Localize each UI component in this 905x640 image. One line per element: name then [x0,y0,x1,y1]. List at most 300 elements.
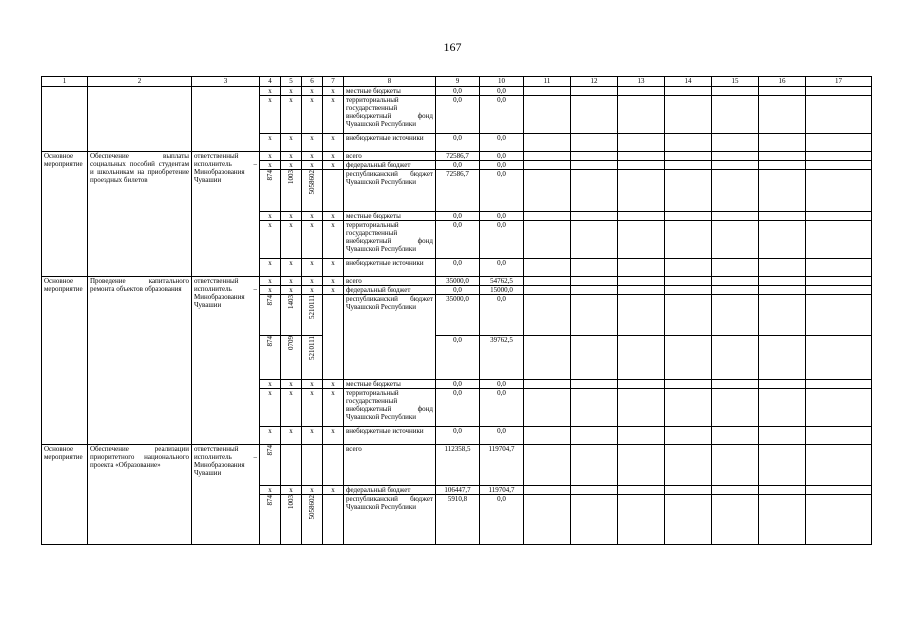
code-cell: x [260,87,281,96]
cell-empty [618,295,665,336]
cell-empty [665,152,712,161]
code-cell [260,445,281,486]
code-cell: x [323,212,344,221]
code-cell: x [323,259,344,277]
cell-empty [524,221,571,259]
value-cell: 0,0 [480,161,524,170]
cell-empty [712,152,759,161]
value-cell: 119704,7 [480,486,524,495]
source-cell: внебюджетные источники [344,427,436,445]
code-cell: x [260,259,281,277]
cell-empty [618,277,665,286]
value-cell: 0,0 [480,212,524,221]
source-cell: республиканский бюджет Чувашской Республики [344,495,436,545]
cell-empty [42,87,88,152]
value-cell: 15000,0 [480,286,524,295]
cell-empty [323,295,344,380]
value-cell: 112358,5 [436,445,480,486]
cell-empty [712,87,759,96]
cell-empty [665,495,712,545]
source-cell: внебюджетные источники [344,259,436,277]
value-cell: 0,0 [480,96,524,134]
code-cell [260,295,281,336]
page-number: 167 [443,40,462,54]
value-cell: 72586,7 [436,170,480,212]
cell-empty [571,221,618,259]
cell-empty [712,212,759,221]
code-cell: x [281,161,302,170]
code-cell: x [260,134,281,152]
cell-empty [665,212,712,221]
cell-empty [759,495,806,545]
value-cell: 0,0 [436,96,480,134]
cell-empty [524,87,571,96]
cell-empty [524,259,571,277]
cell-empty [571,286,618,295]
code-cell: x [302,87,323,96]
cell-empty [712,161,759,170]
cell-empty [524,380,571,389]
value-cell: 0,0 [436,286,480,295]
event-name: Проведение капитального ремонта объектов образования [88,277,192,445]
cell-empty [524,336,571,380]
source-cell: местные бюджеты [344,380,436,389]
code-cell: x [323,152,344,161]
value-cell: 72586,7 [436,152,480,161]
code-cell: x [302,286,323,295]
code-cell: x [302,221,323,259]
table-row [42,277,872,286]
cell-empty [806,134,872,152]
cell-empty [806,87,872,96]
cell-empty [759,277,806,286]
cell-empty [618,389,665,427]
cell-empty [712,445,759,486]
code-text: 874 [266,445,274,456]
cell-empty [665,259,712,277]
cell-empty [571,495,618,545]
cell-empty [665,427,712,445]
code-text: 5210111 [308,295,316,319]
budget-table [41,76,872,545]
code-cell: x [281,259,302,277]
code-cell: x [323,87,344,96]
value-cell: 0,0 [436,380,480,389]
cell-empty [618,87,665,96]
cell-empty [806,96,872,134]
code-cell: x [281,212,302,221]
cell-empty [571,427,618,445]
code-text: 5058602 [308,495,316,520]
cell-empty [281,445,302,486]
cell-empty [806,170,872,212]
code-cell: x [302,486,323,495]
cell-empty [571,134,618,152]
code-cell [260,170,281,212]
value-cell: 5910,8 [436,495,480,545]
cell-empty [806,259,872,277]
value-cell: 0,0 [480,170,524,212]
code-cell: x [281,427,302,445]
cell-empty [712,380,759,389]
code-cell [260,336,281,380]
column-number-row [42,77,872,87]
code-cell: x [323,380,344,389]
cell-empty [759,259,806,277]
event-executor: ответственный исполнитель – Минобразования Чувашии [192,445,260,545]
code-cell: x [281,277,302,286]
cell-empty [571,277,618,286]
code-text: 1003 [287,495,295,509]
cell-empty [618,427,665,445]
cell-empty [571,295,618,336]
cell-empty [571,336,618,380]
cell-empty [759,427,806,445]
cell-empty [665,87,712,96]
cell-empty [712,486,759,495]
cell-empty [806,486,872,495]
event-name: Обеспечение выплаты социальных пособий студентам и школьникам на приобретение проездных билетов [88,152,192,277]
code-cell: x [260,427,281,445]
value-cell: 0,0 [480,221,524,259]
value-cell: 0,0 [436,389,480,427]
cell-empty [665,161,712,170]
code-cell: x [260,286,281,295]
code-cell [281,170,302,212]
cell-empty [618,286,665,295]
code-cell [302,336,323,380]
code-cell: x [302,212,323,221]
cell-empty [524,486,571,495]
cell-empty [759,170,806,212]
cell-empty [806,277,872,286]
cell-empty [524,96,571,134]
value-cell: 54762,5 [480,277,524,286]
cell-empty [524,295,571,336]
code-cell: x [323,277,344,286]
code-cell: x [260,486,281,495]
cell-empty [759,134,806,152]
value-cell: 0,0 [436,221,480,259]
value-cell: 0,0 [480,87,524,96]
value-cell: 0,0 [436,134,480,152]
cell-empty [712,96,759,134]
code-cell: x [281,87,302,96]
cell-empty [712,427,759,445]
column-header: 17 [806,77,872,87]
column-header: 8 [344,77,436,87]
code-text: 874 [266,495,274,506]
cell-empty [571,161,618,170]
code-cell [260,495,281,545]
column-header: 9 [436,77,480,87]
source-cell: местные бюджеты [344,87,436,96]
cell-empty [665,170,712,212]
cell-empty [665,389,712,427]
cell-empty [618,495,665,545]
code-cell: x [281,380,302,389]
code-cell: x [281,134,302,152]
code-cell: x [260,161,281,170]
cell-empty [665,134,712,152]
cell-empty [806,161,872,170]
cell-empty [806,495,872,545]
cell-empty [524,495,571,545]
column-header: 10 [480,77,524,87]
cell-empty [806,295,872,336]
cell-empty [665,486,712,495]
code-cell [281,495,302,545]
code-cell: x [302,259,323,277]
cell-empty [618,170,665,212]
cell-empty [712,295,759,336]
value-cell: 0,0 [436,212,480,221]
value-cell: 0,0 [436,259,480,277]
cell-empty [571,486,618,495]
cell-empty [88,87,192,152]
cell-empty [806,336,872,380]
value-cell: 0,0 [480,495,524,545]
value-cell: 0,0 [480,134,524,152]
value-cell: 0,0 [480,295,524,336]
value-cell: 35000,0 [436,277,480,286]
cell-empty [571,87,618,96]
value-cell: 0,0 [480,380,524,389]
cell-empty [712,221,759,259]
cell-empty [618,445,665,486]
cell-empty [712,259,759,277]
cell-empty [759,96,806,134]
code-cell: x [260,212,281,221]
cell-empty [665,286,712,295]
cell-empty [524,134,571,152]
cell-empty [806,445,872,486]
cell-empty [712,495,759,545]
code-text: 5058602 [308,170,316,195]
cell-empty [524,152,571,161]
column-header: 16 [759,77,806,87]
cell-empty [806,212,872,221]
code-cell [281,295,302,336]
column-header: 4 [260,77,281,87]
cell-empty [618,259,665,277]
code-text: 874 [266,170,274,181]
code-cell: x [281,152,302,161]
cell-empty [618,221,665,259]
cell-empty [524,277,571,286]
cell-empty [618,161,665,170]
cell-empty [712,134,759,152]
code-cell: x [323,389,344,427]
source-cell: федеральный бюджет [344,161,436,170]
cell-empty [192,87,260,152]
value-cell: 119704,7 [480,445,524,486]
cell-empty [323,445,344,486]
code-cell: x [302,96,323,134]
value-cell: 0,0 [436,87,480,96]
column-header: 1 [42,77,88,87]
code-cell: x [281,96,302,134]
code-cell: x [323,96,344,134]
cell-empty [524,427,571,445]
code-cell [281,336,302,380]
cell-empty [759,445,806,486]
cell-empty [759,389,806,427]
cell-empty [571,380,618,389]
cell-empty [665,221,712,259]
column-header: 3 [192,77,260,87]
code-cell: x [281,486,302,495]
cell-empty [524,161,571,170]
code-cell: x [281,221,302,259]
cell-empty [712,277,759,286]
cell-empty [665,445,712,486]
value-cell: 106447,7 [436,486,480,495]
code-cell [302,495,323,545]
cell-empty [712,336,759,380]
cell-empty [323,170,344,212]
cell-empty [712,389,759,427]
source-cell: всего [344,277,436,286]
cell-empty [665,336,712,380]
code-text: 5210111 [308,336,316,360]
cell-empty [759,336,806,380]
source-cell: территориальный государственный внебюджетный фонд Чувашской Республики [344,389,436,427]
code-cell: x [260,152,281,161]
cell-empty [759,286,806,295]
source-cell: республиканский бюджет Чувашской Республики [344,170,436,212]
value-cell: 0,0 [436,427,480,445]
cell-empty [571,96,618,134]
code-cell: x [302,389,323,427]
cell-empty [571,389,618,427]
cell-empty [759,212,806,221]
cell-empty [759,295,806,336]
cell-empty [323,495,344,545]
column-header: 15 [712,77,759,87]
source-cell: внебюджетные источники [344,134,436,152]
source-cell: территориальный государственный внебюджетный фонд Чувашской Республики [344,96,436,134]
table-row [42,152,872,161]
source-cell: республиканский бюджет Чувашской Республики [344,295,436,380]
event-type: Основное мероприятие [42,152,88,277]
cell-empty [571,170,618,212]
code-cell [302,170,323,212]
code-cell: x [302,427,323,445]
event-type: Основное мероприятие [42,277,88,445]
cell-empty [712,170,759,212]
cell-empty [618,96,665,134]
code-cell: x [302,277,323,286]
code-cell: x [323,221,344,259]
cell-empty [618,380,665,389]
cell-empty [759,486,806,495]
code-text: 0709 [287,336,295,350]
value-cell: 0,0 [480,427,524,445]
code-text: 1003 [287,170,295,184]
cell-empty [806,380,872,389]
column-header: 6 [302,77,323,87]
cell-empty [806,286,872,295]
value-cell: 0,0 [480,152,524,161]
cell-empty [524,212,571,221]
cell-empty [665,277,712,286]
cell-empty [665,380,712,389]
value-cell: 0,0 [436,161,480,170]
cell-empty [665,295,712,336]
source-cell: территориальный государственный внебюджетный фонд Чувашской Республики [344,221,436,259]
source-cell: всего [344,445,436,486]
code-cell: x [323,427,344,445]
code-cell: x [302,152,323,161]
event-executor: ответственный исполнитель – Минобразования Чувашии [192,277,260,445]
code-cell: x [260,96,281,134]
code-cell: x [302,380,323,389]
value-cell: 39762,5 [480,336,524,380]
cell-empty [571,152,618,161]
cell-empty [759,161,806,170]
cell-empty [806,221,872,259]
cell-empty [524,389,571,427]
code-cell [302,295,323,336]
cell-empty [806,427,872,445]
code-text: 874 [266,295,274,306]
code-cell: x [260,389,281,427]
code-cell: x [260,277,281,286]
cell-empty [571,259,618,277]
column-header: 12 [571,77,618,87]
source-cell: федеральный бюджет [344,486,436,495]
code-cell: x [302,134,323,152]
code-cell: x [281,389,302,427]
cell-empty [618,486,665,495]
code-cell: x [323,486,344,495]
column-header: 5 [281,77,302,87]
value-cell: 0,0 [480,259,524,277]
cell-empty [618,336,665,380]
event-type: Основное мероприятие [42,445,88,545]
cell-empty [524,170,571,212]
table-row [42,445,872,486]
code-cell: x [260,380,281,389]
cell-empty [524,445,571,486]
code-cell: x [281,286,302,295]
column-header: 2 [88,77,192,87]
cell-empty [806,389,872,427]
source-cell: всего [344,152,436,161]
column-header: 7 [323,77,344,87]
code-text: 1403 [287,295,295,309]
cell-empty [806,152,872,161]
column-header: 13 [618,77,665,87]
cell-empty [665,96,712,134]
cell-empty [618,134,665,152]
cell-empty [524,286,571,295]
source-cell: местные бюджеты [344,212,436,221]
cell-empty [759,152,806,161]
cell-empty [759,380,806,389]
code-cell: x [323,134,344,152]
cell-empty [759,221,806,259]
code-cell: x [323,161,344,170]
table-row [42,87,872,96]
event-executor: ответственный исполнитель – Минобразования Чувашии [192,152,260,277]
column-header: 14 [665,77,712,87]
code-cell: x [260,221,281,259]
code-cell: x [323,286,344,295]
cell-empty [759,87,806,96]
value-cell: 0,0 [436,336,480,380]
